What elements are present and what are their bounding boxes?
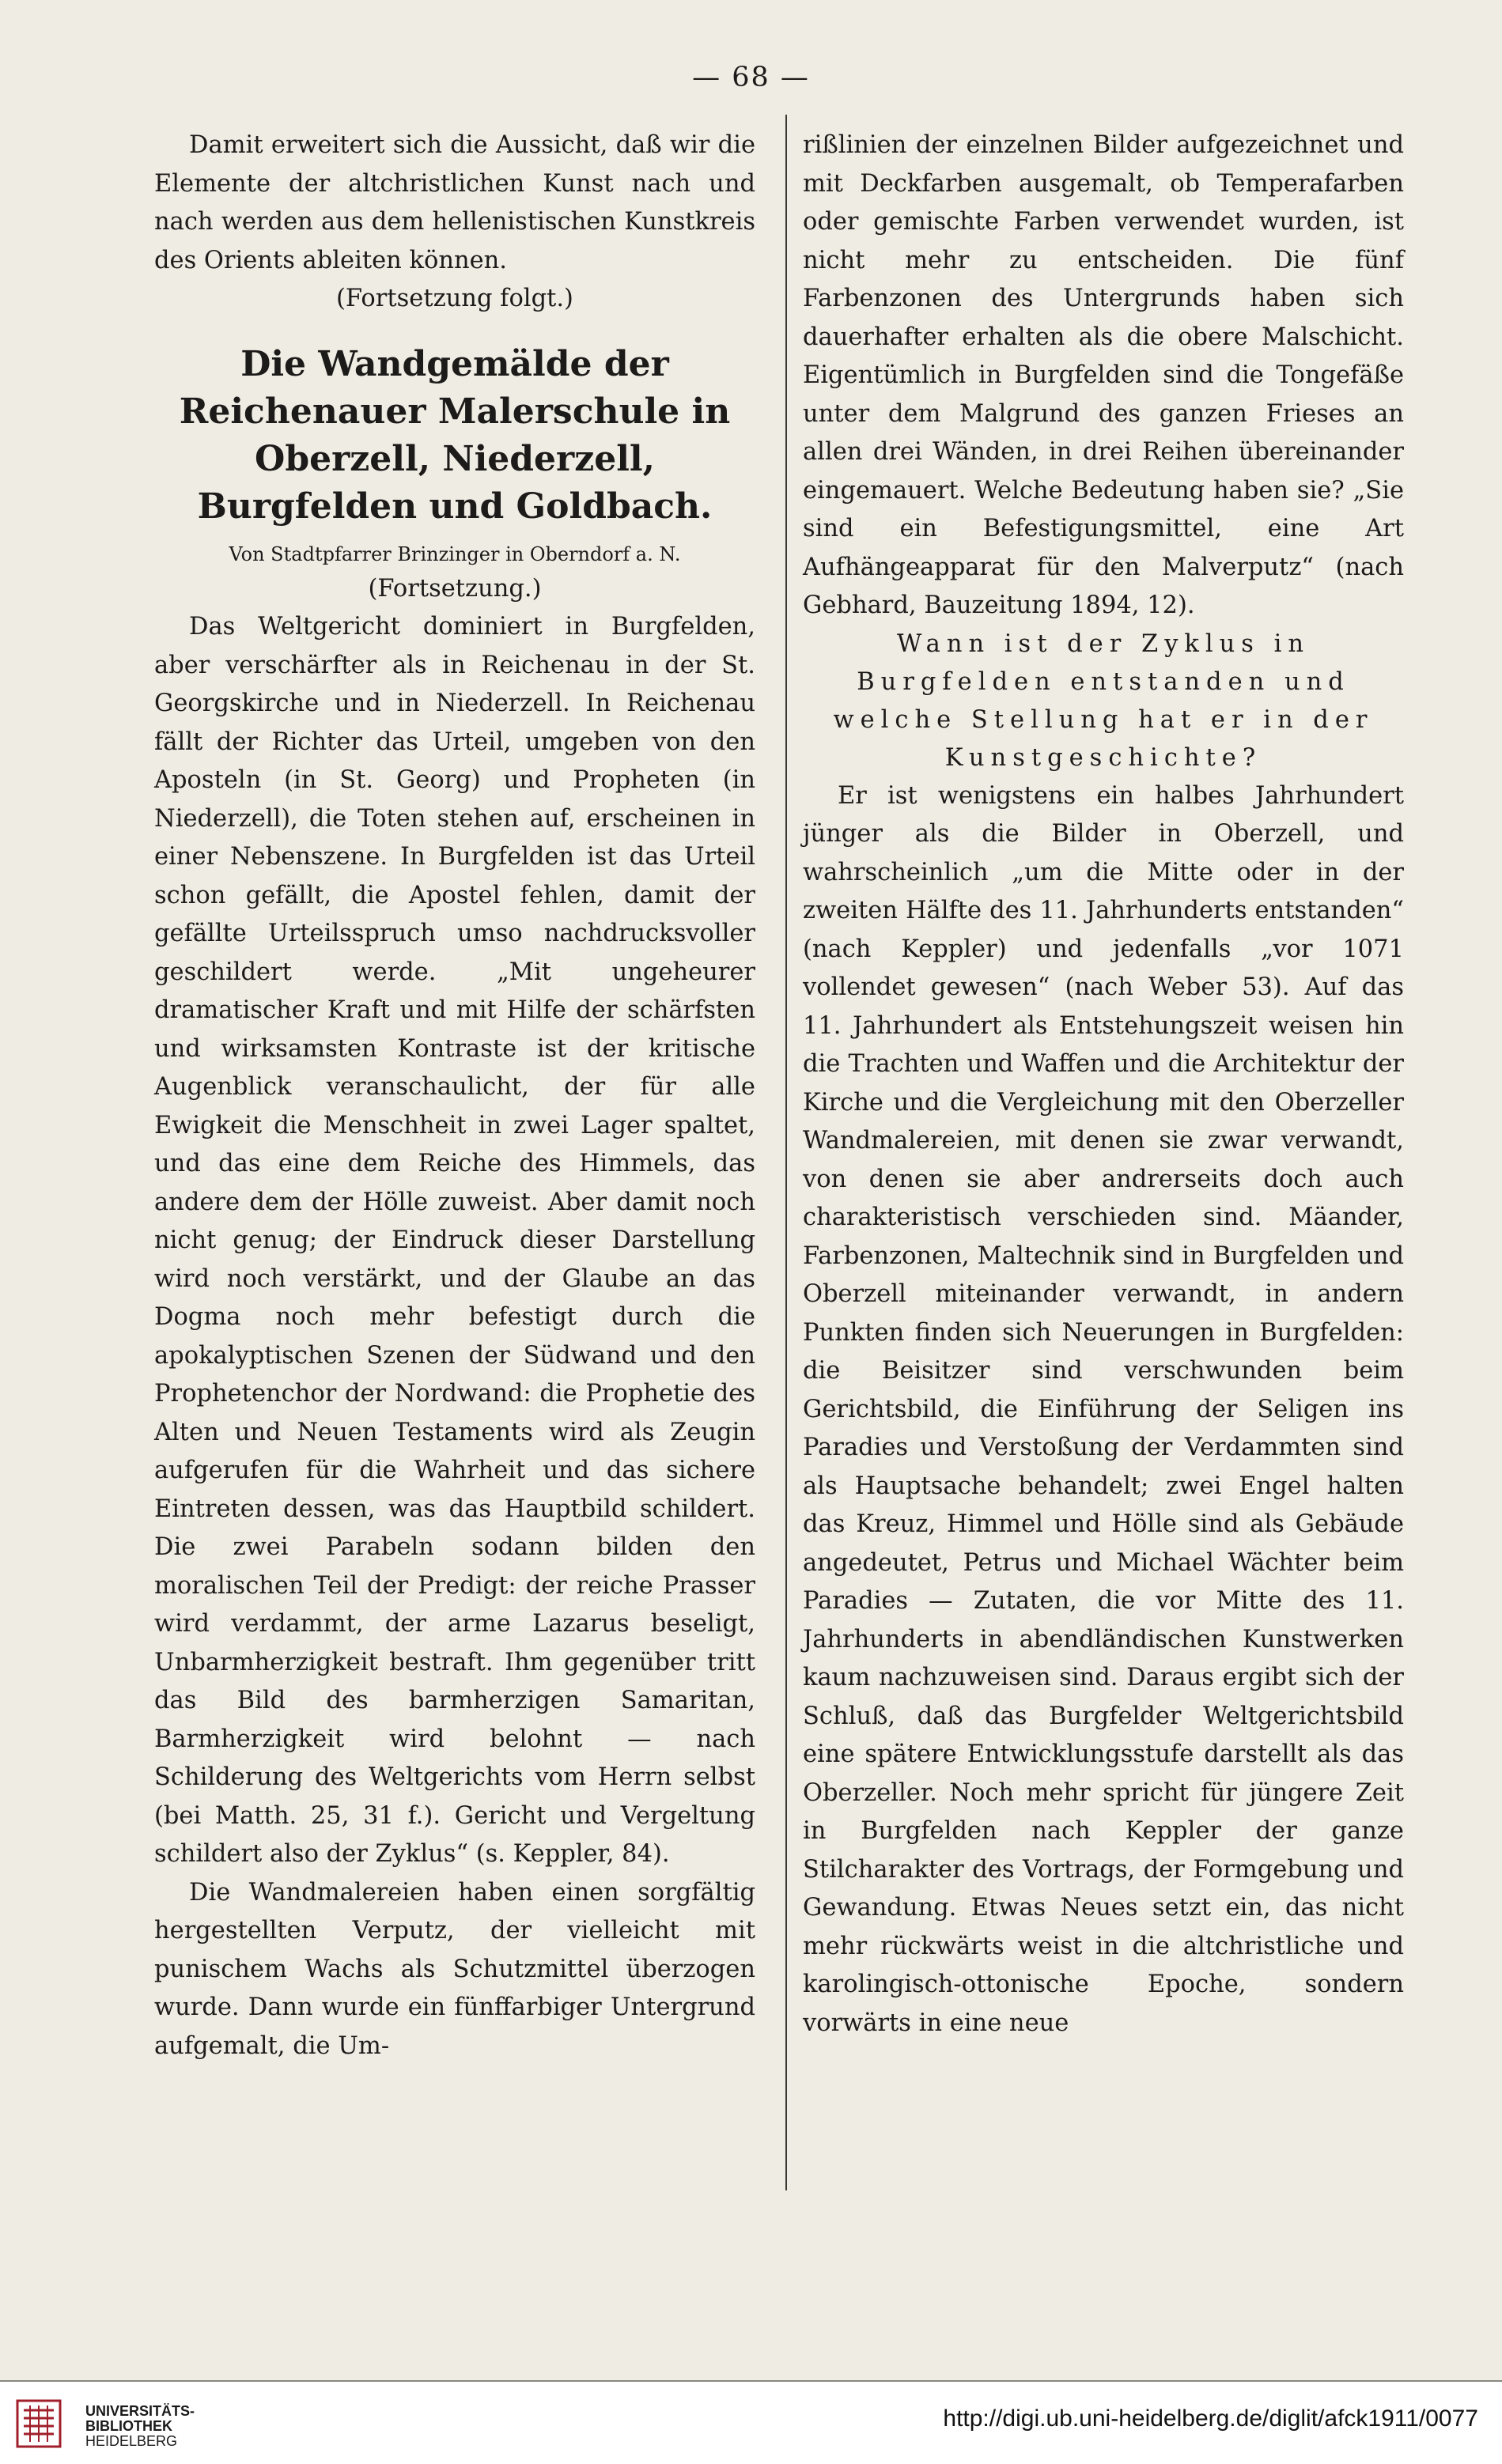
library-logo-icon: [16, 2399, 62, 2448]
page-footer: [0, 2382, 1502, 2464]
continued-note: (Fortsetzung folgt.): [336, 285, 573, 312]
library-name-line1: UNIVERSITÄTS-: [85, 2403, 195, 2419]
section-heading: Wann ist der Zyklus in Burgfelden entstanden und welche Stellung hat er in der Kunstgeschichte?: [833, 629, 1374, 772]
paragraph-weltgericht: Das Weltgericht dominiert in Burgfelden, aber verschärfter als in Reichenau in der St. Georgskirche und in Niederzell. In Reichenau fällt der Richter das Urteil, umgeben von den Aposteln (in St. Georg) und Propheten (in Niederzell), die Toten stehen auf, erscheinen in einer Nebenszene. In Burgfelden ist das Urteil schon gefällt, die Apostel fehlen, damit der gefällte Urteilsspruch umso nachdrucksvoller geschildert werde. „Mit ungeheurer dramatischer Kraft und mit Hilfe der schärfsten und wirksamsten Kontraste ist der kritische Augenblick veranschaulicht, der für alle Ewigkeit die Menschheit in zwei Lager spaltet, und das eine dem Reiche des Himmels, das andere dem der Hölle zuweist. Aber damit noch nicht genug; der Eindruck dieser Darstellung wird noch verstärkt, und der Glaube an das Dogma noch mehr befestigt durch die apokalyptischen Szenen der Südwand und den Prophetenchor der Nordwand: die Prophetie des Alten und Neuen Testaments wird als Zeugin aufgerufen für die Wahrheit und das sichere Eintreten dessen, was das Hauptbild schildert. Die zwei Parabeln sodann bilden den moralischen Teil der Predigt: der reiche Prasser wird verdammt, der arme Lazarus beseligt, Unbarmherzigkeit bestraft. Ihm gegenüber tritt das Bild des barmherzigen Samaritan, Barmherzigkeit wird belohnt — nach Schilderung des Weltgerichts vom Herrn selbst (bei Matth. 25, 31 f.). Gericht und Vergeltung schildert also der Zyklus“ (s. Keppler, 84).: [154, 613, 755, 1868]
source-url-link[interactable]: http://digi.ub.uni-heidelberg.de/diglit/afck1911/0077: [943, 2405, 1478, 2432]
article-title: Die Wandgemälde der Reichenauer Malerschule in Oberzell, Niederzell, Burgfelden und Goldbach.: [179, 343, 731, 527]
page-number: — 68 —: [692, 62, 810, 93]
library-name: [85, 2404, 195, 2449]
paragraph-wandmalereien: Die Wandmalereien haben einen sorgfältig hergestellten Verputz, der vielleicht mit punischem Wachs als Schutzmittel überzogen wurde. Dann wurde ein fünffarbiger Untergrund aufgemalt, die Um-: [154, 1878, 755, 2060]
column-divider: [785, 115, 787, 2190]
byline: Von Stadtpfarrer Brinzinger in Oberndorf a. N.: [229, 542, 681, 565]
continuation-note: (Fortsetzung.): [368, 574, 542, 603]
paragraph-datierung: Er ist wenigstens ein halbes Jahrhundert jünger als die Bilder in Oberzell, und wahrscheinlich „um die Mitte oder in der zweiten Hälfte des 11. Jahrhunderts entstanden“ (nach Keppler) und jedenfalls „vor 1071 vollendet gewesen“ (nach Weber 53). Auf das 11. Jahrhundert als Entstehungszeit weisen hin die Trachten und Waffen und die Architektur der Kirche und die Vergleichung mit den Oberzeller Wandmalereien, mit denen sie zwar verwandt, von denen sie aber andrerseits doch auch charakteristisch verschieden sind. Mäander, Farbenzonen, Maltechnik sind in Burgfelden und Oberzell miteinander verwandt, in andern Punkten finden sich Neuerungen in Burgfelden: die Beisitzer sind verschwunden beim Gerichtsbild, die Einführung der Seligen ins Paradies und Verstoßung der Verdammten sind als Hauptsache behandelt; zwei Engel halten das Kreuz, Himmel und Hölle sind als Gebäude angedeutet, Petrus und Michael Wächter beim Paradies — Zutaten, die vor Mitte des 11. Jahrhunderts in abendländischen Kunstwerken kaum nachzuweisen sind. Daraus ergibt sich der Schluß, daß das Burgfelder Weltgerichtsbild eine spätere Entwicklungsstufe darstellt als das Oberzeller. Noch mehr spricht für jüngere Zeit in Burgfelden nach Keppler der ganze Stilcharakter des Vortrags, der Formgebung und Gewandung. Etwas Neues setzt ein, das nicht mehr rückwärts weist in die altchristliche und karolingisch-ottonische Epoche, sondern vorwärts in eine neue: [803, 781, 1404, 2037]
intro-paragraph: Damit erweitert sich die Aussicht, daß wir die Elemente der altchristlichen Kunst nach und nach werden aus dem hellenistischen Kunstkreis des Orients ableiten können.: [154, 131, 755, 274]
left-column: [154, 127, 755, 2065]
library-name-line3: HEIDELBERG: [85, 2433, 178, 2449]
paragraph-umrisslinien: rißlinien der einzelnen Bilder aufgezeichnet und mit Deckfarben ausgemalt, ob Temperafarben oder gemischte Farben verwendet wurden, ist nicht mehr zu entscheiden. Die fünf Farbenzonen des Untergrunds haben sich dauerhafter erhalten als die obere Malschicht. Eigentümlich in Burgfelden sind die Tongefäße unter dem Malgrund des ganzen Frieses an allen drei Wänden, in drei Reihen übereinander eingemauert. Welche Bedeutung haben sie? „Sie sind ein Befestigungsmittel, eine Art Aufhängeapparat für den Malverputz“ (nach Gebhard, Bauzeitung 1894, 12).: [803, 131, 1404, 619]
library-name-line2: BIBLIOTHEK: [85, 2418, 172, 2434]
right-column: [803, 127, 1404, 2043]
